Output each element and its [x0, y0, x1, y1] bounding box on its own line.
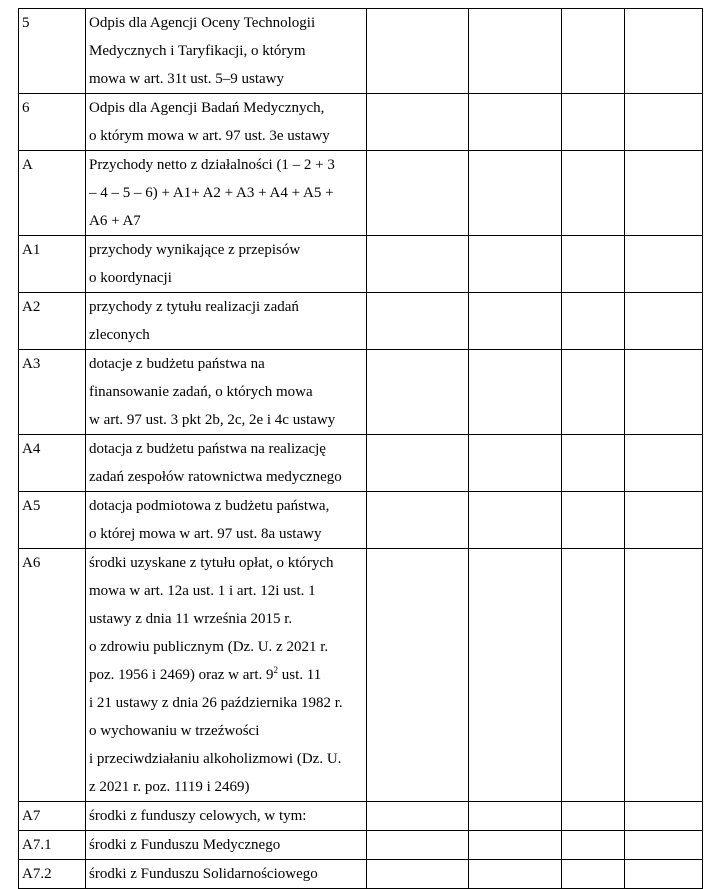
value-cell-3	[562, 9, 625, 94]
row-id: A5	[22, 498, 41, 514]
description-text-continued: ust. 11	[278, 667, 322, 683]
description-line	[89, 633, 364, 661]
description-line	[89, 293, 364, 321]
description-text: środki z Funduszu Solidarnościowego	[89, 866, 318, 882]
row-id-cell	[19, 293, 86, 350]
row-description-cell	[86, 293, 367, 350]
description-text: środki uzyskane z tytułu opłat, o których	[89, 555, 334, 571]
description-line	[89, 9, 364, 37]
row-id: A	[22, 157, 33, 173]
document-table	[18, 8, 703, 889]
row-id: A1	[22, 242, 41, 258]
value-cell-4	[625, 802, 703, 831]
row-id-cell	[19, 151, 86, 236]
value-cell-4	[625, 831, 703, 860]
table-row	[19, 549, 703, 802]
description-text: przychody z tytułu realizacji zadań	[89, 299, 299, 315]
table-row	[19, 350, 703, 435]
description-line	[89, 406, 364, 434]
row-id: A7.1	[22, 837, 52, 853]
value-cell-4	[625, 9, 703, 94]
value-cell-4	[625, 435, 703, 492]
value-cell-1	[367, 350, 469, 435]
description-line	[89, 492, 364, 520]
value-cell-2	[469, 492, 562, 549]
row-description-cell	[86, 236, 367, 293]
value-cell-4	[625, 350, 703, 435]
row-id-cell	[19, 831, 86, 860]
table-row	[19, 9, 703, 94]
value-cell-3	[562, 831, 625, 860]
description-text: ustawy z dnia 11 września 2015 r.	[89, 611, 293, 627]
value-cell-4	[625, 492, 703, 549]
value-cell-2	[469, 293, 562, 350]
value-cell-1	[367, 9, 469, 94]
description-line	[89, 151, 364, 179]
description-line	[89, 605, 364, 633]
description-text: finansowanie zadań, o których mowa	[89, 384, 313, 400]
value-cell-3	[562, 293, 625, 350]
description-line	[89, 37, 364, 65]
row-id: A7	[22, 808, 41, 824]
row-description-cell	[86, 549, 367, 802]
description-text: i 21 ustawy z dnia 26 października 1982 r.	[89, 695, 343, 711]
value-cell-4	[625, 293, 703, 350]
description-text: Medycznych i Taryfikacji, o którym	[89, 43, 306, 59]
row-id-cell	[19, 9, 86, 94]
table-row	[19, 860, 703, 889]
description-text: – 4 – 5 – 6) + A1+ A2 + A3 + A4 + A5 +	[89, 185, 334, 201]
description-line	[89, 94, 364, 122]
row-id-cell	[19, 435, 86, 492]
row-id-cell	[19, 802, 86, 831]
row-description-cell	[86, 492, 367, 549]
value-cell-3	[562, 236, 625, 293]
table-row	[19, 94, 703, 151]
description-line	[89, 577, 364, 605]
description-line	[89, 236, 364, 264]
row-description-cell	[86, 860, 367, 889]
description-line	[89, 321, 364, 349]
description-text: mowa w art. 31t ust. 5–9 ustawy	[89, 71, 284, 87]
description-text: zleconych	[89, 327, 150, 343]
value-cell-2	[469, 350, 562, 435]
description-line	[89, 689, 364, 717]
row-id-cell	[19, 236, 86, 293]
row-id: A2	[22, 299, 41, 315]
description-text: z 2021 r. poz. 1119 i 2469)	[89, 779, 250, 795]
value-cell-1	[367, 831, 469, 860]
description-text: dotacja z budżetu państwa na realizację	[89, 441, 326, 457]
description-line	[89, 661, 364, 689]
row-id-cell	[19, 549, 86, 802]
description-text: poz. 1956 i 2469) oraz w art. 9	[89, 667, 274, 683]
value-cell-4	[625, 549, 703, 802]
table-body	[19, 9, 703, 889]
table-row	[19, 831, 703, 860]
row-id: A7.2	[22, 866, 52, 882]
description-text: środki z funduszy celowych, w tym:	[89, 808, 307, 824]
description-text: o koordynacji	[89, 270, 172, 286]
value-cell-2	[469, 9, 562, 94]
value-cell-2	[469, 860, 562, 889]
value-cell-2	[469, 236, 562, 293]
description-text: Przychody netto z działalności (1 – 2 + 3	[89, 157, 335, 173]
description-line	[89, 549, 364, 577]
row-description-cell	[86, 802, 367, 831]
value-cell-3	[562, 435, 625, 492]
description-line	[89, 122, 364, 150]
description-text: o którym mowa w art. 97 ust. 3e ustawy	[89, 128, 330, 144]
description-line	[89, 860, 364, 888]
value-cell-4	[625, 94, 703, 151]
row-id: 6	[22, 100, 30, 116]
description-text: zadań zespołów ratownictwa medycznego	[89, 469, 342, 485]
value-cell-3	[562, 151, 625, 236]
description-text: o zdrowiu publicznym (Dz. U. z 2021 r.	[89, 639, 329, 655]
description-line	[89, 350, 364, 378]
row-description-cell	[86, 151, 367, 236]
value-cell-3	[562, 94, 625, 151]
value-cell-2	[469, 435, 562, 492]
value-cell-1	[367, 860, 469, 889]
value-cell-3	[562, 350, 625, 435]
description-text: w art. 97 ust. 3 pkt 2b, 2c, 2e i 4c ustawy	[89, 412, 336, 428]
value-cell-3	[562, 492, 625, 549]
value-cell-2	[469, 94, 562, 151]
row-id: A4	[22, 441, 41, 457]
description-text: dotacje z budżetu państwa na	[89, 356, 265, 372]
description-line	[89, 463, 364, 491]
value-cell-1	[367, 549, 469, 802]
description-line	[89, 745, 364, 773]
row-description-cell	[86, 435, 367, 492]
description-line	[89, 520, 364, 548]
table-row	[19, 802, 703, 831]
value-cell-1	[367, 802, 469, 831]
value-cell-2	[469, 151, 562, 236]
description-text: środki z Funduszu Medycznego	[89, 837, 281, 853]
row-description-cell	[86, 831, 367, 860]
description-line	[89, 179, 364, 207]
table-row	[19, 492, 703, 549]
row-description-cell	[86, 94, 367, 151]
row-id: A3	[22, 356, 41, 372]
description-text: dotacja podmiotowa z budżetu państwa,	[89, 498, 330, 514]
value-cell-3	[562, 860, 625, 889]
description-text: A6 + A7	[89, 213, 141, 229]
description-text: Odpis dla Agencji Oceny Technologii	[89, 15, 316, 31]
value-cell-1	[367, 236, 469, 293]
description-text: o wychowaniu w trzeźwości	[89, 723, 260, 739]
value-cell-1	[367, 435, 469, 492]
superscript-marker: 2	[273, 665, 279, 675]
description-text: i przeciwdziałaniu alkoholizmowi (Dz. U.	[89, 751, 342, 767]
value-cell-4	[625, 860, 703, 889]
row-id: 5	[22, 15, 30, 31]
description-text: o której mowa w art. 97 ust. 8a ustawy	[89, 526, 322, 542]
table-row	[19, 236, 703, 293]
value-cell-3	[562, 802, 625, 831]
description-line	[89, 435, 364, 463]
row-id-cell	[19, 350, 86, 435]
value-cell-3	[562, 549, 625, 802]
row-id: A6	[22, 555, 41, 571]
description-line	[89, 831, 364, 859]
table-row	[19, 293, 703, 350]
description-line	[89, 65, 364, 93]
description-line	[89, 378, 364, 406]
table-row	[19, 435, 703, 492]
value-cell-1	[367, 151, 469, 236]
description-line	[89, 207, 364, 235]
value-cell-2	[469, 549, 562, 802]
description-line	[89, 802, 364, 830]
row-id-cell	[19, 860, 86, 889]
row-id-cell	[19, 492, 86, 549]
value-cell-4	[625, 151, 703, 236]
row-id-cell	[19, 94, 86, 151]
value-cell-1	[367, 293, 469, 350]
row-description-cell	[86, 350, 367, 435]
value-cell-1	[367, 492, 469, 549]
description-text: przychody wynikające z przepisów	[89, 242, 301, 258]
description-text: mowa w art. 12a ust. 1 i art. 12i ust. 1	[89, 583, 316, 599]
value-cell-4	[625, 236, 703, 293]
value-cell-2	[469, 802, 562, 831]
value-cell-2	[469, 831, 562, 860]
description-text: Odpis dla Agencji Badań Medycznych,	[89, 100, 325, 116]
row-description-cell	[86, 9, 367, 94]
description-line	[89, 717, 364, 745]
description-line	[89, 773, 364, 801]
description-line	[89, 264, 364, 292]
table-row	[19, 151, 703, 236]
value-cell-1	[367, 94, 469, 151]
